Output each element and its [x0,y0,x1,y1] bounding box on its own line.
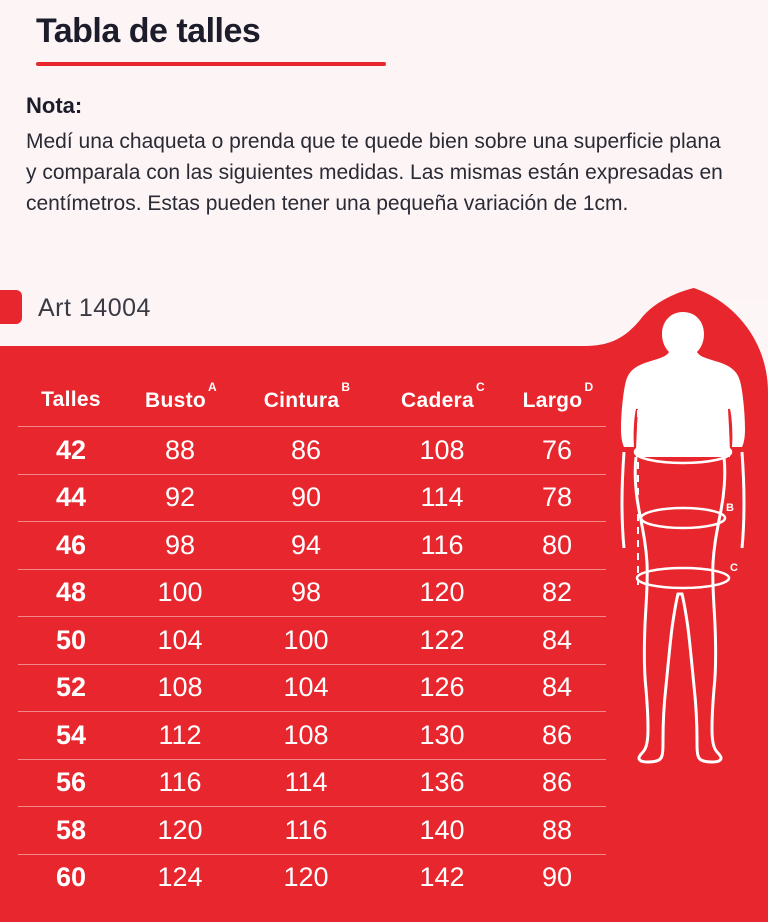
cell-busto: 120 [157,814,203,845]
cell-cadera: 108 [419,434,465,465]
superscript-c: C [476,380,485,394]
article-marker [0,290,22,324]
size-table [18,380,606,901]
cell-talle: 52 [55,672,87,703]
table-row [18,521,606,569]
table-row [18,711,606,759]
cell-cintura: 98 [290,577,322,608]
superscript-d: D [584,380,594,394]
superscript-a: A [208,380,217,394]
cell-talle: 58 [55,814,87,845]
table-row [18,474,606,522]
cell-cadera: 116 [420,529,464,560]
cell-largo: 84 [541,624,573,655]
cell-busto: 98 [164,529,196,560]
article-label: Art 14004 [38,294,151,322]
body-silhouette-icon [608,300,758,860]
cell-busto: 124 [157,862,203,893]
cell-cadera: 142 [419,862,465,893]
cell-cintura: 86 [290,434,322,465]
cell-cintura: 100 [283,624,329,655]
cell-largo: 82 [541,577,573,608]
cell-talle: 42 [55,434,87,465]
table-row [18,759,606,807]
cell-talle: 50 [55,624,87,655]
cell-busto: 108 [157,672,203,703]
table-row [18,426,606,474]
cell-busto: 88 [164,434,196,465]
header-panel [0,0,768,300]
cell-cintura: 104 [283,672,329,703]
note-text: Medí una chaqueta o prenda que te quede bien sobre una superficie plana y comparala con las siguientes medidas. Las mismas están expresadas en centímetros. Estas pueden tener una pequeña variación de 1cm. [26,130,723,215]
table-row [18,664,606,712]
cell-busto: 112 [158,719,202,750]
cell-cintura: 94 [290,529,322,560]
cell-cintura: 90 [290,482,322,513]
cell-largo: 76 [541,434,573,465]
cell-talle: 56 [55,767,87,798]
page-title: Tabla de talles [36,12,261,50]
table-row [18,569,606,617]
column-header-talles: Talles [41,388,101,411]
cell-cintura: 120 [283,862,329,893]
cell-cadera: 136 [419,767,465,798]
cell-talle: 44 [55,482,87,513]
figure-label-d: D [660,400,668,412]
column-header-cintura: Cintura$^B$ [263,380,351,412]
superscript-b: B [341,380,351,394]
cell-largo: 78 [541,482,573,513]
cell-busto: 104 [157,624,203,655]
cell-cadera: 114 [420,482,464,513]
table-row [18,854,606,902]
figure-label-b: B [726,502,734,514]
cell-cadera: 126 [419,672,465,703]
note-label: Nota: [26,93,83,118]
column-header-largo: Largo$^D$ [522,380,594,412]
cell-busto: 92 [164,482,196,513]
cell-talle: 48 [55,577,87,608]
cell-largo: 86 [541,719,573,750]
cell-talle: 54 [55,719,87,750]
cell-largo: 80 [541,529,573,560]
cell-cadera: 130 [419,719,465,750]
title-underline [36,62,386,66]
table-row [18,616,606,664]
body-figure [608,300,758,860]
figure-label-c: C [730,562,738,574]
cell-largo: 86 [541,767,573,798]
cell-cadera: 122 [419,624,465,655]
cell-cintura: 116 [284,814,328,845]
cell-busto: 100 [157,577,203,608]
cell-busto: 116 [158,767,202,798]
table-header-row [18,380,606,426]
cell-talle: 46 [55,529,87,560]
cell-largo: 88 [541,814,573,845]
column-header-busto: Busto$^A$ [145,380,217,412]
table-row [18,806,606,854]
cell-cadera: 140 [419,814,465,845]
cell-cintura: 108 [283,719,329,750]
cell-talle: 60 [55,862,87,893]
cell-cintura: 114 [284,767,328,798]
cell-largo: 90 [541,862,573,893]
column-header-cadera: Cadera$^C$ [401,380,485,412]
figure-label-a: A [734,436,742,448]
cell-largo: 84 [541,672,573,703]
cell-cadera: 120 [419,577,465,608]
